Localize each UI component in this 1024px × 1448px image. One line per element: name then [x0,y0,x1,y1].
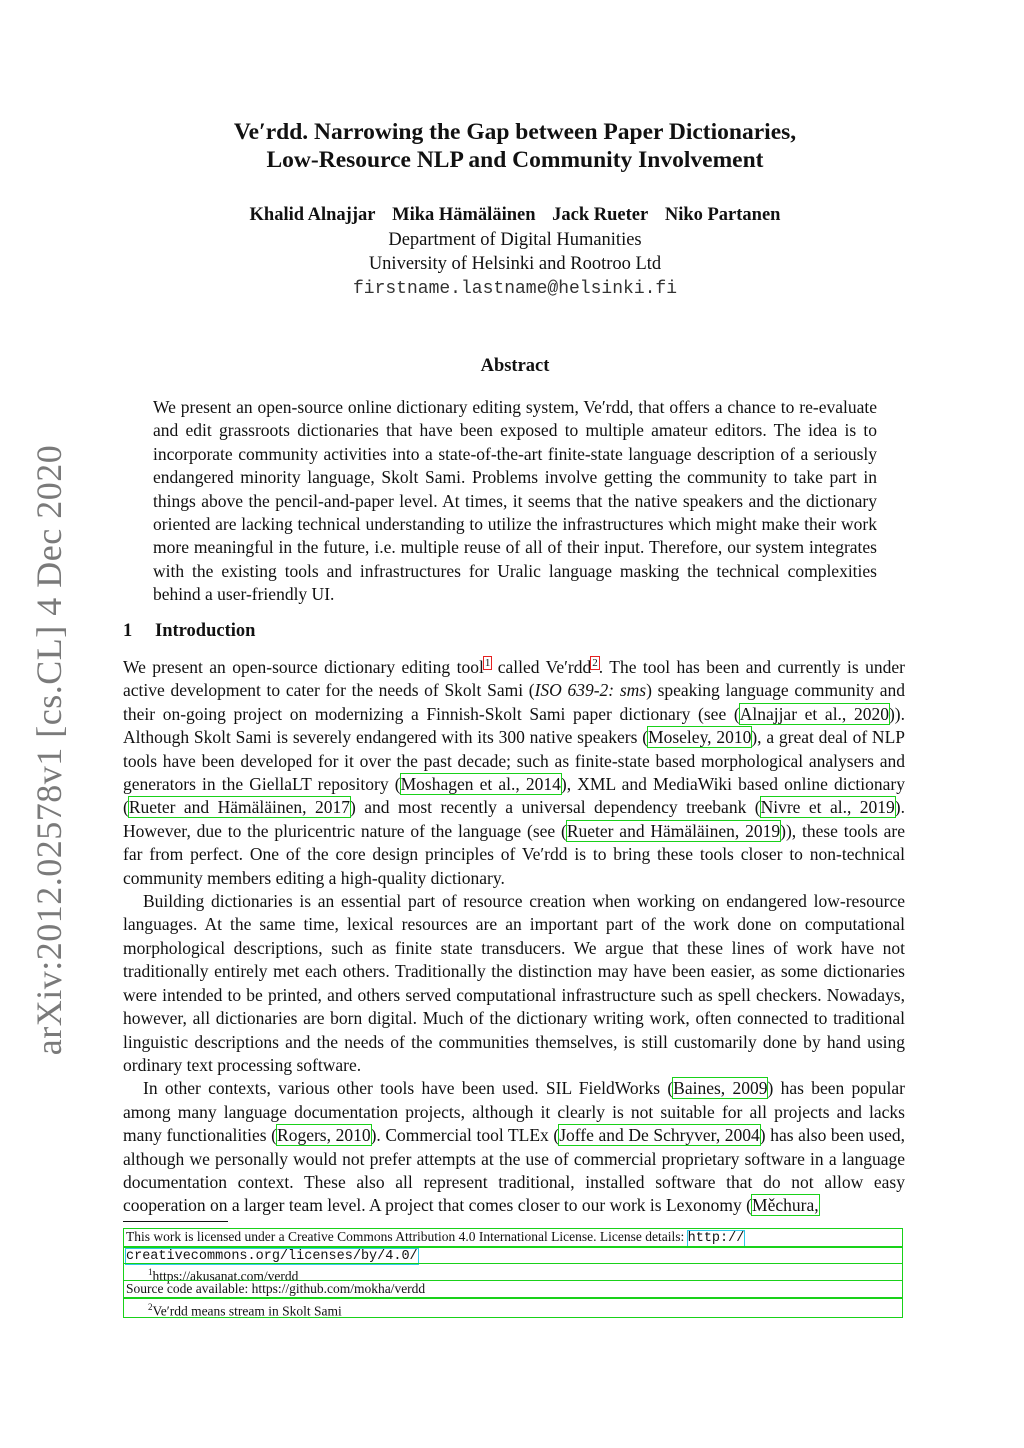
footnote-ref-1[interactable]: 1 [484,657,491,670]
arxiv-identifier [20,444,78,1056]
license-url-continued [123,1246,903,1264]
license-footnote [123,1228,903,1248]
title-line-2: Low-Resource NLP and Community Involvement [266,147,764,173]
body-text [123,656,905,1218]
license-text: This work is licensed under a Creative Commons Attribution 4.0 International License. License details: [126,1229,688,1244]
paper-title [120,118,910,174]
footnote-mark: 2 [148,1302,153,1312]
footnote-2[interactable] [123,1298,903,1318]
footnote-1[interactable] [123,1263,903,1284]
author-name: Mika Hämäläinen [392,205,536,225]
footnote-2-text: Ve′rdd means stream in Skolt Sami [152,1303,342,1319]
license-url-link[interactable]: http:// [687,1231,745,1246]
footnote-ref-2[interactable]: 2 [592,657,598,670]
citation-link[interactable]: Joffe and De Schryver, 2004 [559,1125,760,1146]
affiliation-department: Department of Digital Humanities [388,230,642,250]
section-heading [123,621,255,642]
footnote-1-text: https://akusanat.com/verdd [152,1268,299,1284]
section-title: Introduction [155,621,256,641]
citation-link[interactable]: Rogers, 2010 [277,1125,371,1146]
section-number: 1 [123,621,133,641]
license-url-link[interactable]: creativecommons.org/licenses/by/4.0/ [126,1249,418,1264]
source-code-note[interactable] [123,1280,903,1298]
citation-link[interactable]: Moseley, 2010 [648,727,752,748]
author-name: Jack Rueter [552,205,649,225]
citation-link[interactable]: Alnajjar et al., 2020 [739,703,889,724]
paragraph-3: In other contexts, various other tools have been used. SIL FieldWorks (Baines, 2009) has been popular among many language documentation projects, although it clearly is not suitable for all projects and lacks many functionalities (Rogers, 2010). Commercial tool TLEx (Joffe and De Schryver, 2004) has also been used, although we personally would not prefer attempts at the use of commercial proprietary software in a language documentation context. These also all represent traditional, installed software that do not allow easy cooperation on a larger team level. A project that comes closer to our work is Lexonomy (Měchura, [123,1078,906,1216]
arxiv-id-text: arXiv:2012.02578v1 [cs.CL] 4 Dec 2020 [29,444,69,1056]
iso-code: ISO 639-2: sms [534,680,647,701]
citation-link[interactable]: Baines, 2009 [673,1078,768,1099]
citation-link[interactable]: Rueter and Hämäläinen, 2017 [128,797,350,818]
citation-link[interactable]: Moshagen et al., 2014 [400,774,561,795]
citation-link[interactable]: Měchura, [752,1195,819,1216]
affiliation-university: University of Helsinki and Rootroo Ltd [368,254,662,274]
citation-link[interactable]: Nivre et al., 2019 [760,797,895,818]
author-email: firstname.lastname@helsinki.fi [352,279,678,299]
author-list [120,205,910,226]
footnote-mark: 1 [148,1267,153,1277]
abstract-heading: Abstract [480,356,550,376]
paragraph-2: Building dictionaries is an essential part of resource creation when working on endangered low-resource languages. At the same time, lexical resources are an important part of the work done on computational morphological descriptions, such as finite state transducers. We argue that these lines of work have not traditionally entirely met each others. Traditionally the distinction may have been easier, as some dictionaries were intended to be printed, and others served computational infrastructure such as spell checkers. Nowadays, however, all dictionaries are born digital. Much of the dictionary writing work, often connected to traditional linguistic descriptions and the needs of the communities themselves, is still customarily done by hand using ordinary text processing software. [123,891,905,1075]
paragraph-1: We present an open-source dictionary editing tool$^1$ called Ve′rdd$^2$. The tool has been and currently is under active development to cater for the needs of Skolt Sami (ISO 639-2: sms) speaking language community and their on-going project on modernizing a Finnish-Skolt Sami paper dictionary (see (Alnajjar et al., 2020)). Although Skolt Sami is severely endangered with its 300 native speakers (Moseley, 2010), a great deal of NLP tools have been developed for it over the past decade; such as finite-state based morphological analysers and generators in the GiellaLT repository (Moshagen et al., 2014), XML and MediaWiki based online dictionary (Rueter and Hämäläinen, 2017) and most recently a universal dependency treebank (Nivre et al., 2019). However, due to the pluricentric nature of the language (see (Rueter and Hämäläinen, 2019)), these tools are far from perfect. One of the core design principles of Ve′rdd is to bring these tools closer to non-technical community members editing a high-quality dictionary. [123,657,906,888]
source-code-text: Source code available: https://github.com/mokha/verdd [126,1281,426,1296]
title-line-1: Ve′rdd. Narrowing the Gap between Paper Dictionaries, [233,119,797,145]
abstract-text: We present an open-source online dictionary editing system, Ve′rdd, that offers a chance to re-evaluate and edit grassroots dictionaries that have been exposed to multiple amateur editors. The idea is to incorporate community activities into a state-of-the-art finite-state language description of a seriously endangered minority language, Skolt Sami. Problems involve getting the community to take part in things above the pencil-and-paper level. At times, it seems that the native speakers and the dictionary oriented are lacking technical understanding to utilize the infrastructures which might make their work more meaningful in the future, i.e. multiple reuse of all of their input. Therefore, our system integrates with the existing tools and infrastructures for Uralic language masking the technical complexities behind a user-friendly UI. [153,397,877,605]
footnote-rule [123,1221,228,1222]
author-name: Niko Partanen [664,205,781,225]
author-name: Khalid Alnajjar [249,205,376,225]
citation-link[interactable]: Rueter and Hämäläinen, 2019 [566,820,781,841]
